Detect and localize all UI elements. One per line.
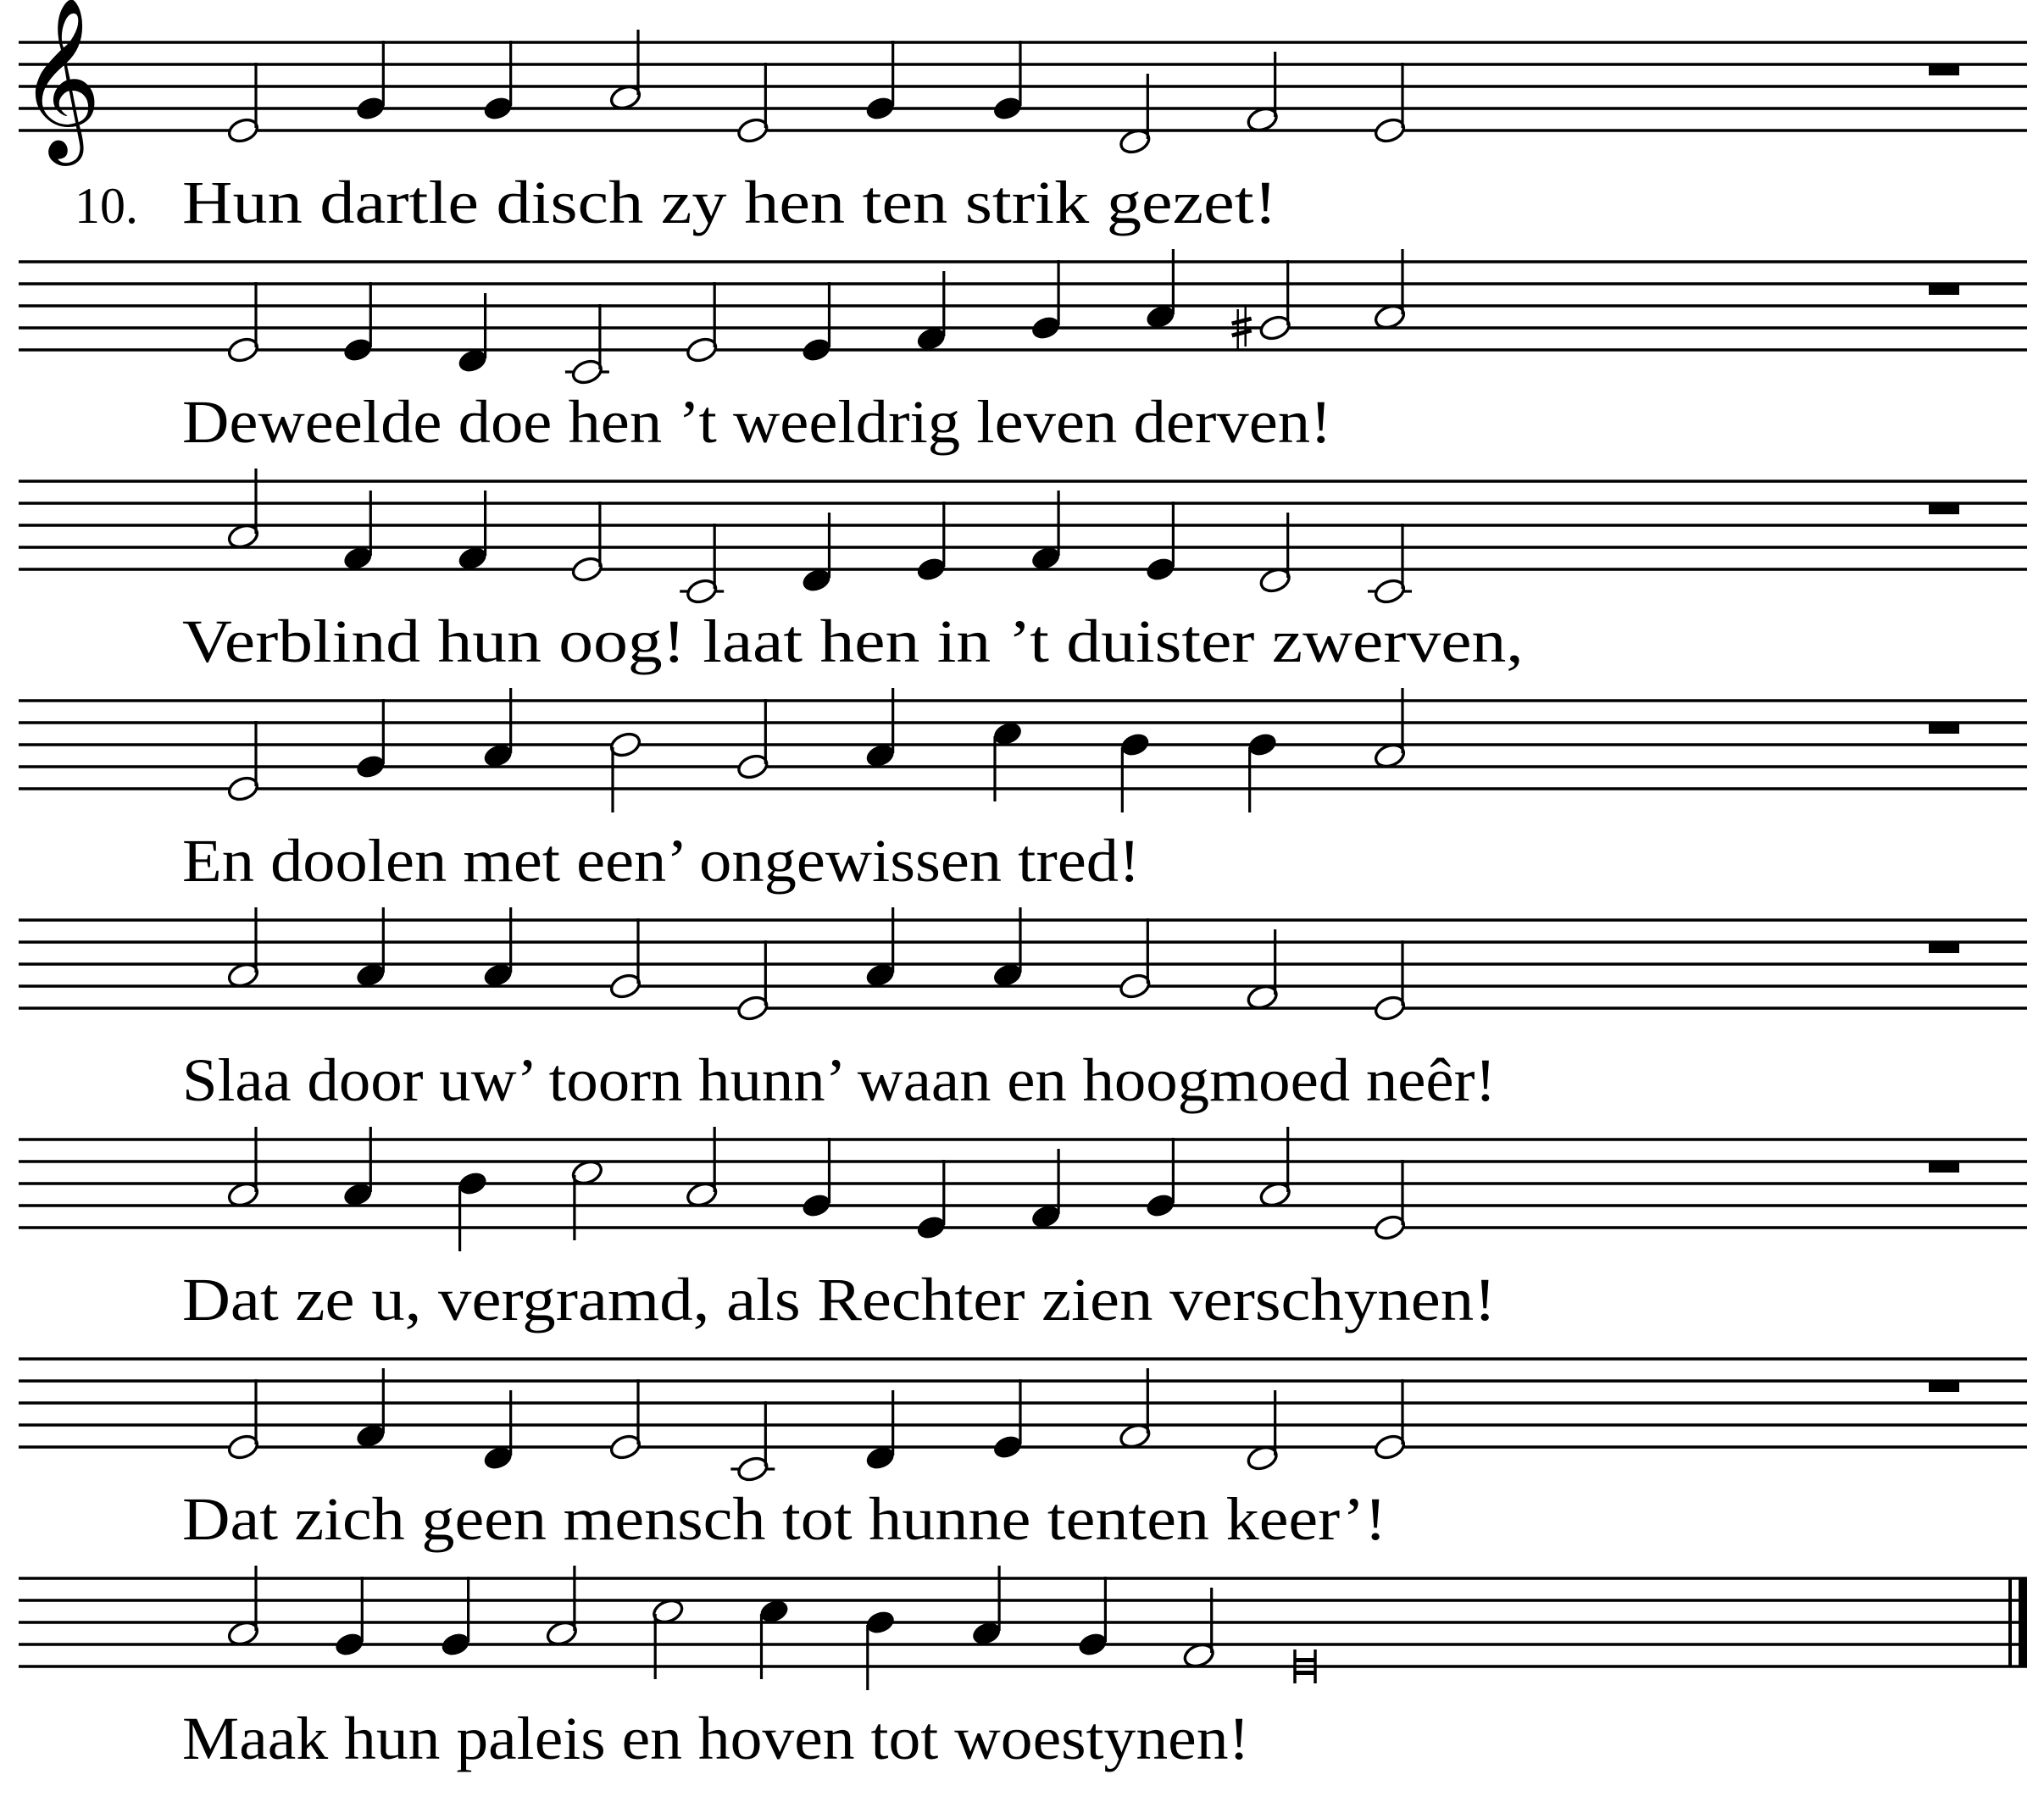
staff-system: [19, 688, 2027, 895]
quarter-notehead: [801, 336, 833, 363]
staff-system: [19, 0, 2027, 236]
whole-rest-icon: [1929, 65, 1959, 75]
lyric-line: Dat zich geen mensch tot hunne tenten keer’!: [182, 1485, 1387, 1553]
note: [736, 699, 769, 781]
note: [226, 63, 260, 145]
treble-clef-icon: 𝄞: [19, 0, 102, 158]
quarter-notehead: [915, 1214, 947, 1241]
note: [801, 282, 833, 363]
lyric-line: En doolen met een’ ongewissen tred!: [182, 827, 1141, 895]
note: [226, 721, 260, 803]
note: [608, 730, 642, 812]
note: [915, 1160, 947, 1241]
note: [457, 1170, 489, 1251]
quarter-notehead: [864, 95, 897, 122]
note: [354, 699, 386, 780]
lyric-line: Maak hun paleis en hoven tot woestynen!: [182, 1705, 1250, 1772]
note: [1030, 260, 1062, 341]
whole-rest-icon: [1929, 943, 1959, 953]
note: [864, 1609, 897, 1690]
quarter-notehead: [457, 1170, 489, 1197]
quarter-notehead: [1247, 731, 1279, 758]
note: [1247, 731, 1279, 812]
staff-system: [19, 1359, 2027, 1553]
quarter-notehead: [354, 753, 386, 780]
note: [608, 918, 642, 1001]
whole-rest-icon: [1929, 1162, 1959, 1173]
staff-system: [19, 249, 2027, 456]
quarter-notehead: [1119, 731, 1151, 758]
quarter-notehead: [1076, 1631, 1108, 1658]
note: [736, 63, 769, 145]
whole-rest-icon: [1929, 1382, 1959, 1392]
staff-system: [19, 1566, 2027, 1772]
note: [1373, 940, 1407, 1023]
quarter-notehead: [1144, 556, 1176, 583]
quarter-notehead: [801, 1192, 833, 1219]
quarter-notehead: [991, 1433, 1024, 1461]
staff-system: [19, 907, 2027, 1114]
lyric-line: Verblind hun oog! laat hen in ’t duister zwerven,: [182, 607, 1524, 675]
note: [915, 502, 947, 583]
note: [342, 282, 374, 363]
quarter-notehead: [864, 1609, 897, 1636]
note: [1144, 502, 1176, 583]
note: [354, 41, 386, 122]
lyric-line: Dat ze u, vergramd, als Rechter zien verschynen!: [182, 1266, 1497, 1333]
note: [864, 41, 897, 122]
quarter-notehead: [1144, 1192, 1176, 1219]
quarter-notehead: [482, 95, 514, 122]
note: [1368, 524, 1412, 606]
note: [482, 41, 514, 122]
note: [570, 502, 604, 584]
note: [730, 1401, 775, 1483]
note: [685, 282, 719, 364]
note: [226, 282, 260, 364]
note: [226, 1379, 260, 1461]
note: [1373, 1379, 1407, 1461]
quarter-notehead: [1030, 314, 1062, 341]
note: [680, 524, 724, 606]
note: [1118, 918, 1152, 1001]
whole-rest-icon: [1929, 504, 1959, 514]
quarter-notehead: [440, 1631, 472, 1658]
note: [1119, 731, 1151, 812]
note: [1076, 1577, 1108, 1658]
note: [1373, 1160, 1407, 1242]
note: [991, 41, 1024, 122]
note: [1373, 63, 1407, 145]
lyric-line: Hun dartle disch zy hen ten strik gezet!: [182, 169, 1277, 236]
staff-system: [19, 1127, 2027, 1333]
note: [736, 940, 769, 1023]
lyric-line: Slaa door uw’ toorn hunn’ waan en hoogmoed neêr!: [182, 1046, 1497, 1114]
note: [991, 1379, 1024, 1461]
staff-system: [19, 469, 2027, 675]
note: [333, 1577, 365, 1658]
note: [565, 304, 609, 386]
note: [440, 1577, 472, 1658]
whole-rest-icon: [1929, 285, 1959, 295]
note: [801, 1138, 833, 1219]
quarter-notehead: [915, 556, 947, 583]
whole-rest-icon: [1929, 724, 1959, 734]
quarter-notehead: [342, 336, 374, 363]
verse-number: 10.: [75, 178, 138, 234]
quarter-notehead: [991, 95, 1024, 122]
note: [1144, 1138, 1176, 1219]
note: [608, 1379, 642, 1461]
quarter-notehead: [354, 95, 386, 122]
lyric-line: Deweelde doe hen ’t weeldrig leven derven!: [182, 388, 1332, 456]
quarter-notehead: [333, 1631, 365, 1658]
